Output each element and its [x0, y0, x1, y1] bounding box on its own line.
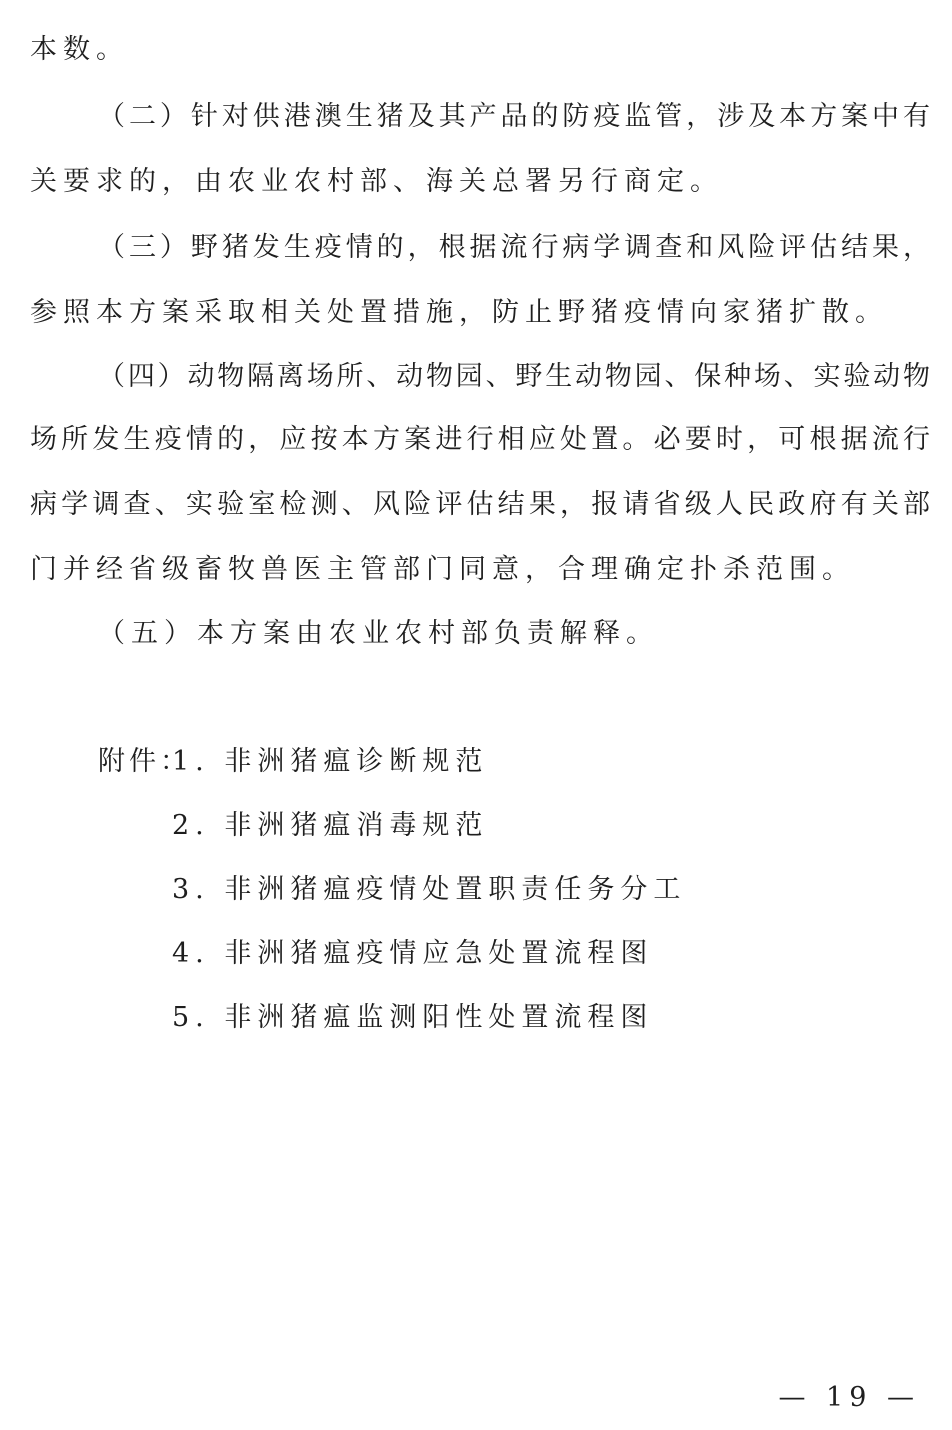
paragraph-4-line-3: 病学调查、实验室检测、风险评估结果，报请省级人民政府有关部 [30, 489, 930, 520]
paragraph-3-line-1: （三）野猪发生疫情的，根据流行病学调查和风险评估结果， [98, 232, 930, 263]
attachments-label: 附件： [98, 746, 191, 777]
paragraph-2-line-2: 关要求的，由农业农村部、海关总署另行商定。 [30, 166, 723, 197]
page-number: — 19 — [778, 1382, 920, 1413]
attachment-item-3: 3. 非洲猪瘟疫情处置职责任务分工 [172, 874, 687, 905]
attachment-item-4: 4. 非洲猪瘟疫情应急处置流程图 [172, 938, 654, 969]
paragraph-2-line-1: （二）针对供港澳生猪及其产品的防疫监管，涉及本方案中有 [98, 101, 930, 132]
paragraph-4-line-2: 场所发生疫情的，应按本方案进行相应处置。必要时，可根据流行 [30, 424, 930, 455]
attachment-item-2: 2. 非洲猪瘟消毒规范 [172, 810, 489, 841]
attachment-item-5: 5. 非洲猪瘟监测阳性处置流程图 [172, 1002, 654, 1033]
text-line: 本数。 [30, 34, 129, 65]
paragraph-4-line-4: 门并经省级畜牧兽医主管部门同意，合理确定扑杀范围。 [30, 554, 855, 585]
paragraph-5-line-1: （五）本方案由农业农村部负责解释。 [98, 618, 659, 649]
paragraph-3-line-2: 参照本方案采取相关处置措施，防止野猪疫情向家猪扩散。 [30, 297, 888, 328]
paragraph-4-line-1: （四）动物隔离场所、动物园、野生动物园、保种场、实验动物 [98, 361, 930, 392]
attachment-item-1: 1. 非洲猪瘟诊断规范 [172, 746, 489, 777]
